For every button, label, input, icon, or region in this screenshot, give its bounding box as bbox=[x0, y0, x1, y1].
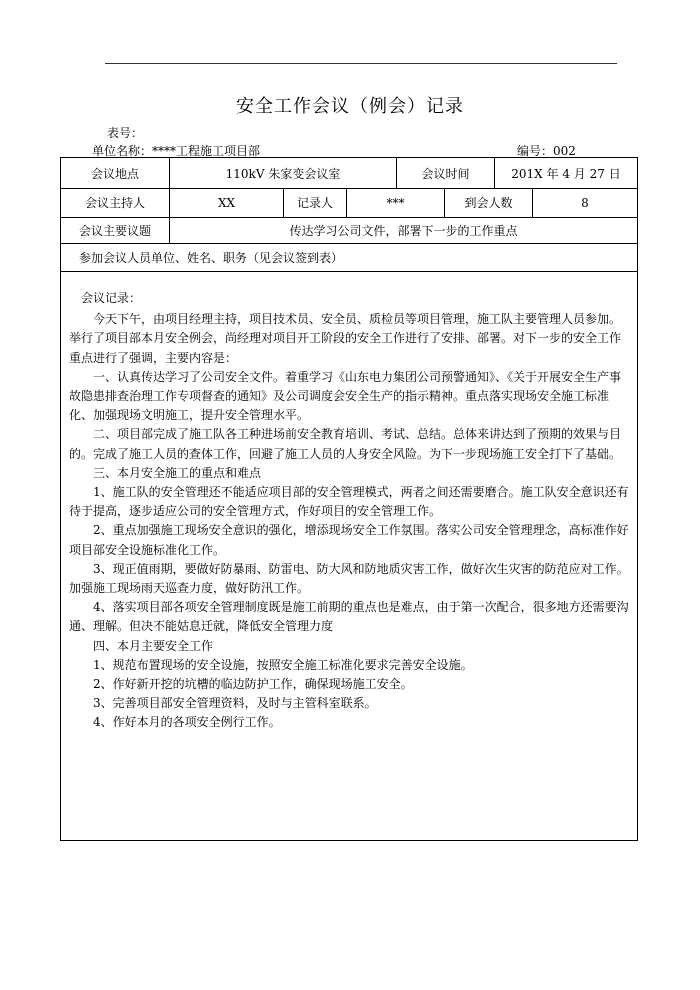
row-location-time bbox=[61, 158, 637, 189]
row-topic bbox=[61, 217, 637, 244]
form-number-label: 表号： bbox=[107, 126, 144, 140]
attendees-value: 8 bbox=[532, 188, 637, 217]
location-label: 会议地点 bbox=[90, 166, 139, 181]
header-rule bbox=[105, 63, 617, 64]
record-paragraph: 2、作好新开挖的坑槽的临边防护工作，确保现场施工安全。 bbox=[93, 677, 413, 692]
record-paragraph: 今天下午，由项目经理主持，项目技术员、安全员、质检员等项目管理，施工队主要管理人员参加。举行了项目部本月安全例会，尚经理对项目开工阶段的安全工作进行了安排、部署。对下一步的安全工作重点进行了强调，主要内容是： bbox=[69, 312, 622, 365]
record-paragraph: 二、项目部完成了施工队各工种进场前安全教育培训、考试、总结。总体来讲达到了预期的效果与目的。完成了施工人员的查体工作，回避了施工人员的人身安全风险。为下一步现场施工安全打下了基础。 bbox=[69, 427, 622, 461]
record-paragraph: 4、作好本月的各项安全例行工作。 bbox=[93, 715, 281, 730]
serial-number: 编号：002 bbox=[517, 144, 576, 158]
meeting-record-content bbox=[69, 283, 629, 733]
recorder-label: 记录人 bbox=[283, 188, 346, 217]
participants-note: 参加会议人员单位、姓名、职务（见会议签到表） bbox=[79, 250, 344, 265]
meeting-record-form bbox=[60, 157, 638, 841]
host-label: 会议主持人 bbox=[84, 196, 145, 210]
record-paragraph: 一、认真传达学习了公司安全文件。着重学习《山东电力集团公司预警通知》、《关于开展安全生产事故隐患排查治理工作专项督查的通知》及公司调度会安全生产的指示精神。重点落实现场安全施工标准化、加强现场文明施工，提升安全管理水平。 bbox=[69, 369, 622, 423]
record-label: 会议记录： bbox=[81, 291, 142, 305]
record-paragraph: 2、重点加强施工现场安全意识的强化，增添现场安全工作氛围。落实公司安全管理理念，高标准作好项目部安全设施标准化工作。 bbox=[69, 523, 629, 557]
record-paragraph: 4、落实项目部各项安全管理制度既是施工前期的重点也是难点，由于第一次配合，很多地方还需要沟通、理解。但决不能姑息迁就，降低安全管理力度 bbox=[69, 600, 629, 634]
row-participants bbox=[61, 243, 637, 272]
attendees-label: 到会人数 bbox=[444, 188, 532, 217]
record-paragraph: 1、规范布置现场的安全设施，按照安全施工标准化要求完善安全设施。 bbox=[93, 657, 473, 672]
record-section-heading: 三、本月安全施工的重点和难点 bbox=[93, 465, 262, 480]
unit-name: 单位名称：****工程施工项目部 bbox=[92, 144, 261, 158]
host-value: XX bbox=[169, 188, 283, 217]
recorder-value: *** bbox=[346, 188, 444, 217]
time-label: 会议时间 bbox=[396, 158, 494, 188]
topic-label: 会议主要议题 bbox=[78, 223, 151, 238]
topic-value: 传达学习公司文件，部署下一步的工作重点 bbox=[169, 217, 637, 243]
location-value: 110kV 朱家变会议室 bbox=[169, 158, 396, 188]
record-paragraph: 3、现正值雨期，要做好防暴雨、防雷电、防大风和防地质灾害工作，做好次生灾害的防范应对工作。加强施工现场雨天巡查力度，做好防汛工作。 bbox=[69, 561, 629, 596]
record-paragraph: 1、施工队的安全管理还不能适应项目部的安全管理模式，两者之间还需要磨合。施工队安全意识还有待于提高，逐步适应公司的安全管理方式，作好项目的安全管理工作。 bbox=[69, 485, 629, 519]
time-value: 201X 年 4 月 27 日 bbox=[494, 158, 637, 188]
row-host-recorder bbox=[61, 188, 637, 218]
record-paragraph: 3、完善项目部安全管理资料，及时与主管科室联系。 bbox=[93, 696, 377, 711]
record-section-heading: 四、本月主要安全工作 bbox=[93, 638, 214, 653]
document-title: 安全工作会议（例会）记录 bbox=[236, 96, 464, 117]
